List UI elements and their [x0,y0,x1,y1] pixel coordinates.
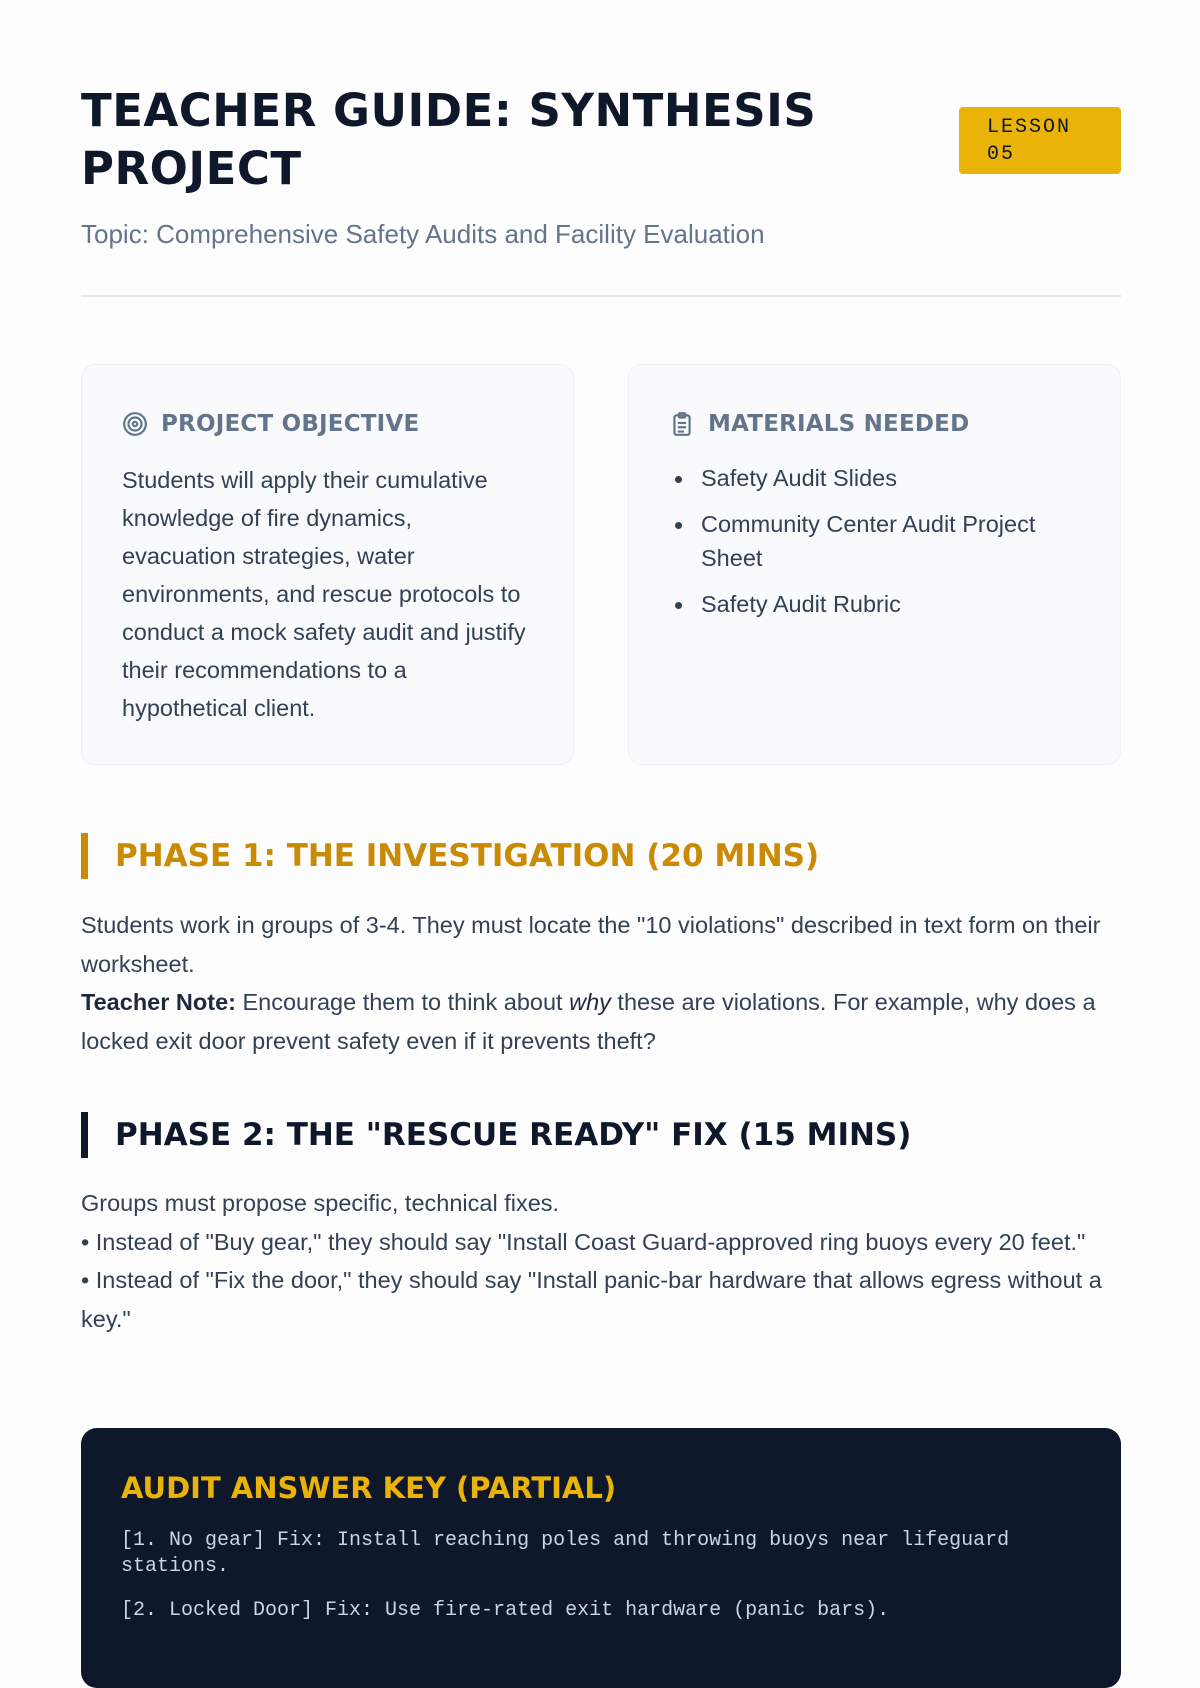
materials-card-header [669,409,969,439]
lesson-badge [959,107,1121,174]
phase1-text: Students work in groups of 3-4. They must locate the "10 violations" described in text form on their worksheet. [81,912,1101,977]
info-cards [81,364,1121,765]
page-title-line2: PROJECT [81,142,302,195]
answer-key-item: [2. Locked Door] Fix: Use fire-rated exit hardware (panic bars). [121,1599,890,1622]
materials-item: Community Center Audit Project Sheet [669,507,1079,575]
materials-item: Safety Audit Slides [669,461,1079,495]
materials-card-title: MATERIALS NEEDED [708,411,970,437]
materials-list [669,461,1079,633]
answer-key-item: [1. No gear] Fix: Install reaching poles and throwing buoys near lifeguard stations. [121,1529,1010,1578]
teacher-note-emphasis: why [569,989,611,1015]
phase2-intro: Groups must propose specific, technical fixes. [81,1190,560,1216]
teacher-guide-page [81,0,1121,1622]
objective-card-title: PROJECT OBJECTIVE [161,411,420,437]
answer-key-list [121,1528,1021,1642]
answer-key-title: AUDIT ANSWER KEY (PARTIAL) [121,1471,617,1505]
phase2-heading: PHASE 2: THE "RESCUE READY" FIX (15 MINS) [81,1112,911,1158]
teacher-note-after: these are violations. For example, why does a locked exit door prevent safety even if it prevents theft? [81,989,1096,1054]
phase1-body [81,906,1121,1060]
phase2-body [81,1184,1121,1338]
materials-card [628,364,1121,765]
objective-card-header [122,409,419,439]
materials-item: Safety Audit Rubric [669,587,1079,621]
phase2-bullet: • Instead of "Fix the door," they should say "Install panic-bar hardware that allows egress without a key." [81,1267,1102,1332]
page-subtitle: Topic: Comprehensive Safety Audits and Facility Evaluation [81,219,765,249]
objective-card [81,364,574,765]
phase2-bullet: • Instead of "Buy gear," they should say "Install Coast Guard-approved ring buoys every 20 feet." [81,1228,1086,1255]
answer-key-panel [81,1428,1121,1688]
page-title-line1: TEACHER GUIDE: SYNTHESIS [81,84,817,137]
objective-card-body: Students will apply their cumulative knowledge of fire dynamics, evacuation strategies, water environments, and rescue protocols to conduct a mock safety audit and justify their recommendations to a hypothetical client. [122,467,526,721]
target-icon [122,411,148,437]
teacher-note-before: Encourage them to think about [235,989,570,1015]
page-title [81,82,881,198]
phase1-heading: PHASE 1: THE INVESTIGATION (20 MINS) [81,833,819,879]
teacher-note-label: Teacher Note: [81,989,236,1015]
lesson-badge-label: LESSON [987,116,1072,139]
clipboard-icon [669,411,695,437]
page-header [81,0,1121,297]
lesson-badge-number: 05 [987,143,1016,166]
